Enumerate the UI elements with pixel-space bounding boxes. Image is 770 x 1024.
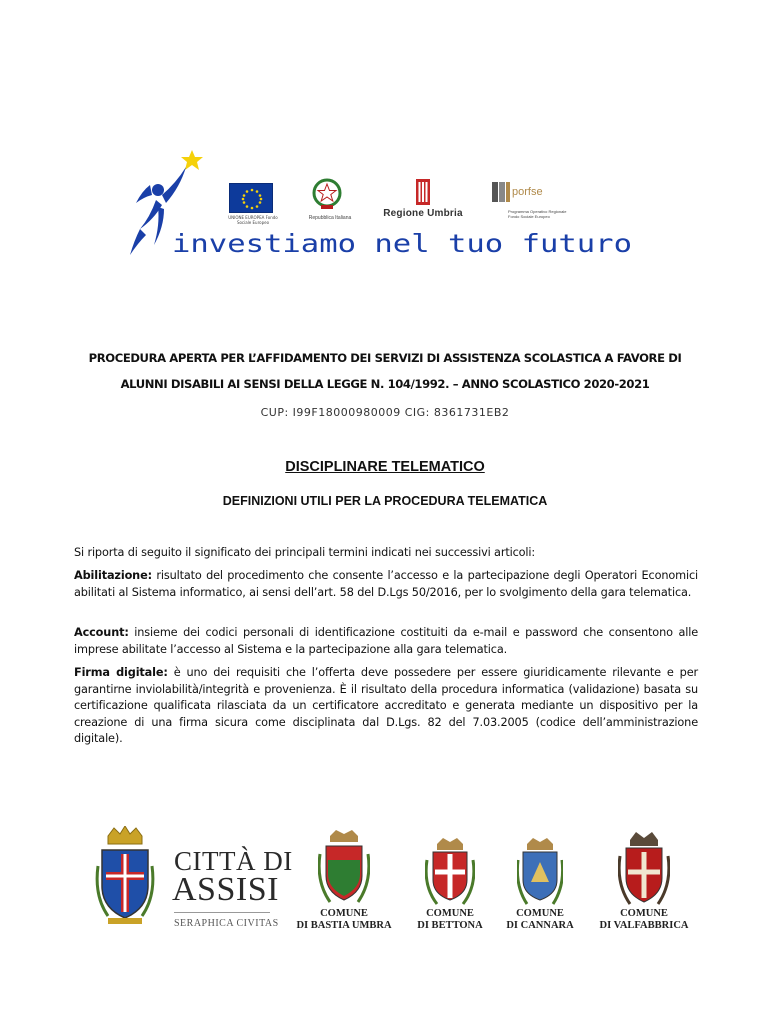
comune-label-line1: COMUNE (426, 908, 474, 919)
cannara-crest-icon (517, 838, 563, 906)
regione-umbria-name: Regione Umbria (383, 208, 463, 219)
assisi-divider (174, 912, 270, 913)
bettona-crest-icon (425, 838, 475, 906)
definition-account (74, 625, 698, 658)
assisi-name-line1: CITTÀ DI (174, 846, 293, 876)
comune-label-line2: DI BASTIA UMBRA (296, 920, 392, 931)
definition-firma-digitale (74, 665, 698, 748)
comune-label-line2: DI CANNARA (506, 920, 574, 931)
regione-umbria-icon (416, 179, 430, 205)
assisi-motto: SERAPHICA CIVITAS (174, 918, 279, 929)
repubblica-emblem-icon (312, 178, 342, 212)
assisi-crest-icon (94, 826, 156, 926)
cup-cig-codes: CUP: I99F18000980009 CIG: 8361731EB2 (260, 406, 510, 419)
definition-text: è uno dei requisiti che l’offerta deve possedere per essere giuridicamente rilevante e per garantirne inviolabilità/integrità e provenienza. È il risultato della procedura informatica (validazione) basata su certificazione qualificata rilasciata da un certificatore accreditato e generata mediante un dispositivo per la creazione di una firma sicura come disciplinata dal D.Lgs. 82 del 7.03.2005 (codice dell’amministrazione digitale). (74, 666, 698, 745)
main-heading: DISCIPLINARE TELEMATICO (285, 459, 485, 475)
definition-term: Abilitazione: (74, 569, 152, 582)
eu-flag-icon (229, 183, 273, 213)
comune-bettona (410, 838, 490, 932)
repubblica-caption: Repubblica Italiana (308, 215, 352, 221)
definition-text: risultato del procedimento che consente l’accesso e la partecipazione degli Operatori Economici abilitati al Sistema informatico, ai sensi dell’art. 58 del D.Lgs 50/2016, per lo svolgimento della gara telematica. (74, 569, 698, 599)
comune-label-line2: DI VALFABBRICA (599, 920, 689, 931)
definition-abilitazione (74, 568, 698, 601)
bastia-crest-icon (318, 830, 370, 906)
comune-cannara (502, 838, 578, 932)
comune-label-line1: COMUNE (620, 908, 668, 919)
comune-label-line2: DI BETTONA (417, 920, 483, 931)
slogan-investiamo (172, 230, 636, 258)
porfse-name: porfse (512, 186, 543, 198)
valfabbrica-crest-icon (618, 832, 670, 906)
definition-term: Account: (74, 626, 129, 639)
eu-caption: UNIONE EUROPEA Fondo Sociale Europeo (228, 215, 278, 225)
assisi-name-line2: ASSISI (172, 871, 279, 908)
title-line-2: ALUNNI DISABILI AI SENSI DELLA LEGGE N. 104/1992. – ANNO SCOLASTICO 2020-2021 (120, 377, 650, 391)
slogan-text: investiamo nel tuo futuro (172, 230, 632, 258)
porfse-logo-icon (492, 180, 552, 204)
definition-text: insieme dei codici personali di identificazione costituiti da e-mail e password che consentono alle imprese abilitate l’accesso al Sistema e la partecipazione alla gara telematica. (74, 626, 698, 656)
header-banner (120, 145, 640, 270)
comune-valfabbrica (594, 832, 694, 932)
title-line-1: PROCEDURA APERTA PER L’AFFIDAMENTO DEI SERVIZI DI ASSISTENZA SCOLASTICA A FAVORE DI (88, 351, 682, 365)
porfse-caption: Programma Operativo Regionale Fondo Sociale Europeo (508, 209, 567, 219)
comune-label-line1: COMUNE (320, 908, 368, 919)
comune-bastia-umbra (292, 830, 396, 932)
intro-paragraph: Si riporta di seguito il significato dei principali termini indicati nei successivi articoli: (74, 546, 536, 559)
definition-term: Firma digitale: (74, 666, 168, 679)
sub-heading: DEFINIZIONI UTILI PER LA PROCEDURA TELEMATICA (222, 494, 548, 508)
comune-label-line1: COMUNE (516, 908, 564, 919)
